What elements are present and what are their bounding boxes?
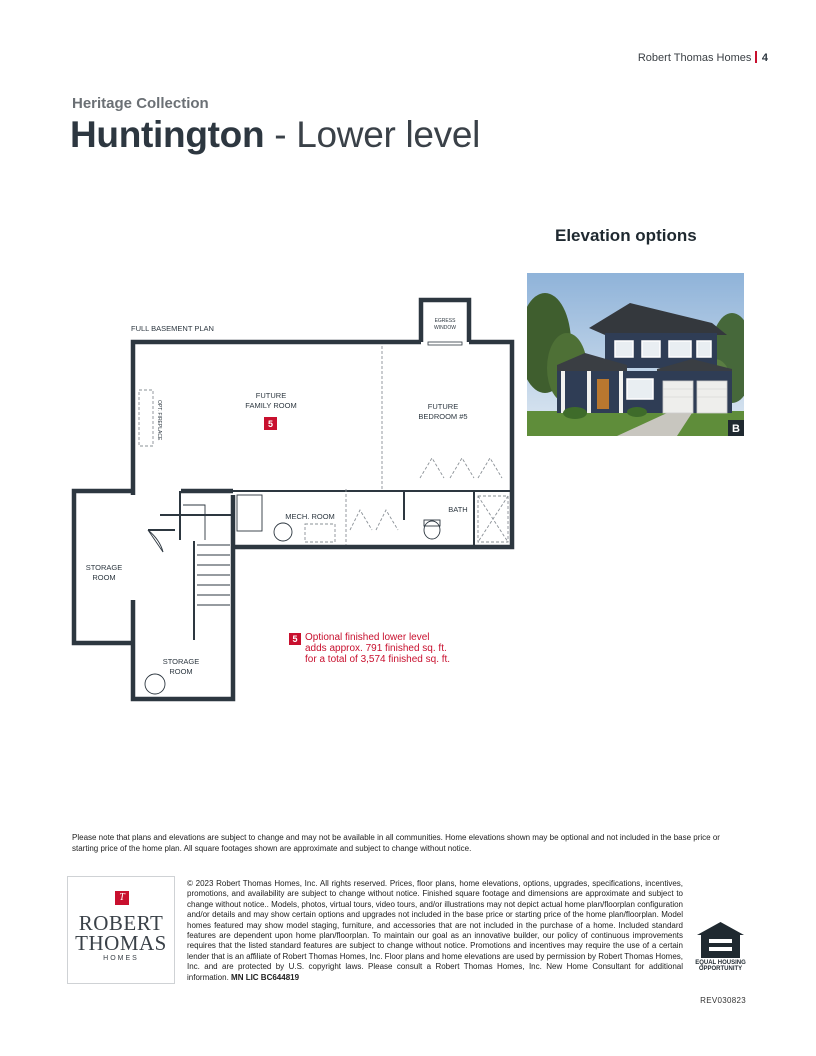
equal-housing-line-2: OPPORTUNITY bbox=[698, 966, 743, 972]
logo-line-3: HOMES bbox=[103, 955, 139, 962]
elevation-heading: Elevation options bbox=[555, 226, 697, 245]
note-badge: 5 bbox=[289, 633, 301, 645]
note-text bbox=[305, 632, 450, 665]
storage-left-label-1: STORAGE bbox=[85, 563, 123, 572]
family-room-badge: 5 bbox=[267, 419, 274, 429]
family-room-label-2: FAMILY ROOM bbox=[245, 401, 297, 410]
storage-left-label-2: ROOM bbox=[92, 573, 116, 582]
note-line-3: for a total of 3,574 finished sq. ft. bbox=[305, 654, 451, 665]
logo-line-1: ROBERT bbox=[78, 911, 164, 935]
bedroom-label-1: FUTURE bbox=[427, 402, 459, 411]
storage-bottom-label-2: ROOM bbox=[169, 667, 193, 676]
collection-name: Heritage Collection bbox=[72, 95, 209, 112]
brand-name: Robert Thomas Homes bbox=[637, 52, 752, 64]
note-line-2: adds approx. 791 finished sq. ft. bbox=[305, 643, 447, 654]
egress-label-2: WINDOW bbox=[434, 325, 456, 331]
logo-line-2: THOMAS bbox=[75, 931, 167, 955]
bath-label: BATH bbox=[448, 505, 468, 514]
note-line-1: Optional finished lower level bbox=[305, 632, 430, 643]
page-number: 4 bbox=[761, 52, 768, 64]
plan-name: Huntington bbox=[70, 114, 265, 155]
revision-code: REV030823 bbox=[700, 996, 746, 1005]
copyright-body: © 2023 Robert Thomas Homes, Inc. All rights reserved. Prices, floor plans, home elevations, options, upgrades, specifications, incentives, promotions, and availability are subject to change without notice. Finished square footage and dimensions are approximate and subject to change without notice.. Models, photos, virtual tours, video tours, and/or illustrations may not depict actual home plan/floorplan configuration and/or details and may show certain options and upgrades not included in the base price or starting price of the home plan/floorplan. Model homes featured may show model staging, furniture, and accessories that are not included in the purchase of a home. Included standard features are dependent upon home plan/floorplan. To maintain our goal as an innovative builder, our policy of continuous improvements requires that the listed standard features are subject to change without notice. Promotions and incentives may require the use of a certain lender that is an affiliate of Robert Thomas Homes, Inc. Floor plans and home elevations are used by permission by Robert Thomas Homes, Inc. and are protected by U.S. copyright laws. Please consult a Robert Thomas Homes, Inc. New Home Consultant for additional information. bbox=[187, 879, 683, 982]
license-number: MN LIC BC644819 bbox=[231, 972, 300, 982]
mech-room-label: MECH. ROOM bbox=[285, 512, 335, 521]
level-name: - Lower level bbox=[264, 114, 481, 155]
logo-mark-icon: T bbox=[115, 891, 129, 905]
bedroom-label-2: BEDROOM #5 bbox=[418, 412, 468, 421]
equal-housing-label bbox=[693, 960, 748, 972]
family-room-label-1: FUTURE bbox=[255, 391, 287, 400]
equal-housing-logo bbox=[693, 920, 748, 975]
disclaimer-text: Please note that plans and elevations are subject to change and may not be available in all communities. Home elevations shown may be optional and not included in the base price or starting price of the home plan. All square footages shown are approximate and subject to change without notice. bbox=[72, 833, 720, 853]
copyright-text bbox=[187, 879, 683, 983]
storage-bottom-label-1: STORAGE bbox=[162, 657, 200, 666]
fireplace-label: OPT. FIREPLACE bbox=[156, 400, 162, 441]
company-logo bbox=[67, 876, 175, 984]
equal-housing-icon bbox=[693, 920, 748, 960]
equal-housing-line-1: EQUAL HOUSING bbox=[695, 960, 746, 966]
plan-heading: FULL BASEMENT PLAN bbox=[131, 324, 214, 333]
egress-label-1: EGRESS bbox=[434, 318, 456, 324]
elevation-badge: B bbox=[732, 423, 740, 435]
